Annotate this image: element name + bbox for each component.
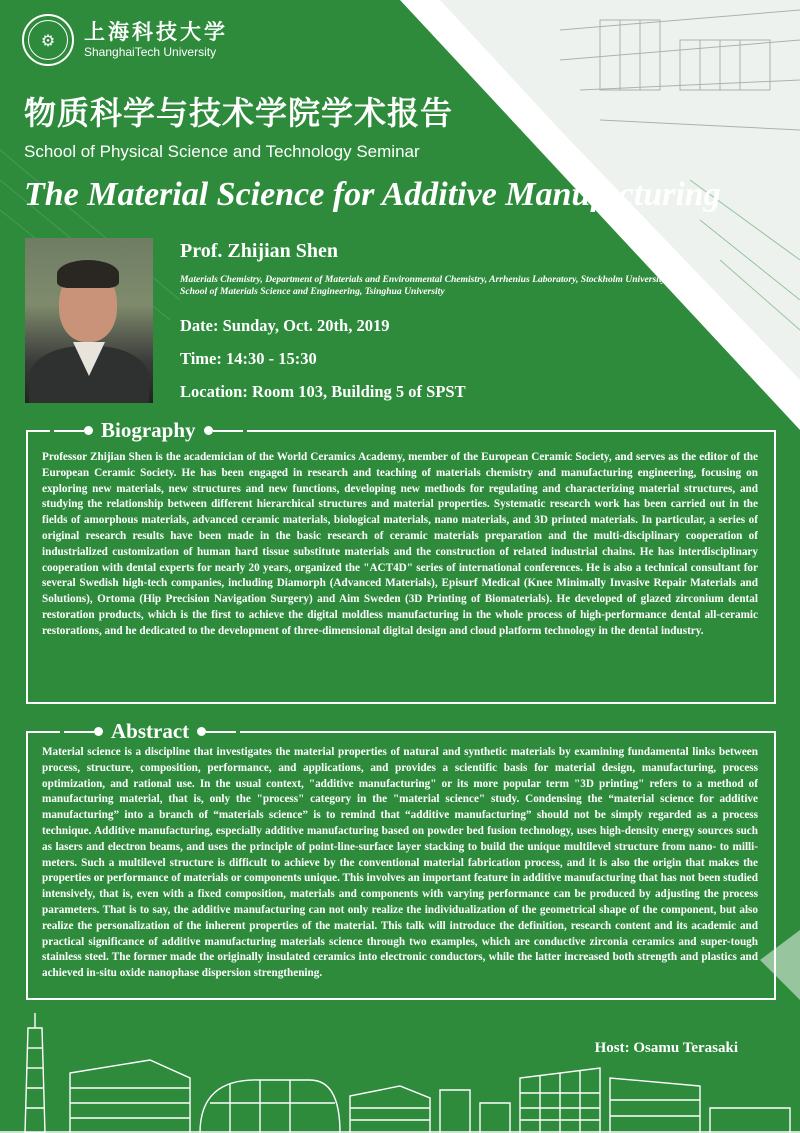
talk-title: The Material Science for Additive Manufacturing — [24, 176, 721, 213]
biography-heading-text: Biography — [101, 418, 196, 442]
seal-emblem-icon: ⚙ — [28, 20, 68, 60]
biography-heading — [50, 418, 247, 443]
university-seal — [22, 14, 74, 66]
university-name-cn: 上海科技大学 — [84, 20, 228, 44]
speaker-affiliation: Materials Chemistry, Department of Materials and Environmental Chemistry, Arrhenius Laboratory, Stockholm University — [180, 274, 666, 285]
host-name: Host: Osamu Terasaki — [594, 1040, 738, 1056]
talk-location: Location: Room 103, Building 5 of SPST — [180, 382, 466, 401]
abstract-heading — [60, 719, 240, 744]
university-name-en: ShanghaiTech University — [84, 45, 217, 59]
speaker-affiliation: School of Materials Science and Engineering, Tsinghua University — [180, 286, 445, 297]
talk-date: Date: Sunday, Oct. 20th, 2019 — [180, 316, 390, 335]
speaker-photo — [25, 238, 153, 403]
university-logo — [22, 14, 228, 66]
biography-text: Professor Zhijian Shen is the academician of the World Ceramics Academy, member of the European Ceramic Society, and serves as the editor of the European Ceramic Society. He has been engaged in research and teaching of materials chemistry and manufacturing engineering, focusing on exploring new materials, new structures and new functions, developing new methods for regulating and characterizing material structures, and studying the relationship between different hierarchical structures and material properties. Systematic research work has been carried out in the fields of amorphous materials, advanced ceramic materials, biological materials, nano materials, and 3D printed materials. In particular, a series of original research results have been made in the basic research of ceramic materials preparation and the multi-disciplinary cooperation of industrialized customization of human hard tissue substitute materials and the construction of related industrial chains. He has interdisciplinary cooperation with dental experts for nearly 20 years, organized the "ACT4D" series of international conferences. He is also a technical consultant for several Swedish high-tech companies, including Diamorph (Advanced Materials), Episurf Medical (Knee Minimally Invasive Repair Materials and Solutions), Ortoma (Hip Precision Navigation Surgery) and Aim Sweden (3D Printing of Biomaterials). He developed of glazed zirconium dental restoration products, which is the first to achieve the digital moldless manufacturing in the whole process of high-performance dental all-ceramic restorations, and he dedicated to the development of three-dimensional digital design and cloud platform technology in the dental industry. — [42, 451, 758, 637]
talk-time: Time: 14:30 - 15:30 — [180, 349, 317, 368]
abstract-heading-text: Abstract — [111, 719, 190, 743]
campus-skyline-illustration — [0, 1008, 800, 1133]
seminar-title-cn: 物质科学与技术学院学术报告 — [24, 94, 454, 132]
seminar-title-en: School of Physical Science and Technology Seminar — [24, 142, 420, 161]
speaker-name: Prof. Zhijian Shen — [180, 240, 338, 262]
abstract-text: Material science is a discipline that investigates the material properties of natural and synthetic materials by examining fundamental links between process, structure, composition, performance, and applications, and provides a scientific basis for material design, manufacturing, process optimization, and rational use. In the usual context, "additive manufacturing" or its more popular term "3D printing" refers to a method of manufacturing material, that is, only the "process" category in the "material science" study. Condensing the “material science for additive manufacturing” into a branch of “materials science” is to remind that “additive manufacturing” should not be simply regarded as a process technique. Additive manufacturing, especially additive manufacturing based on powder bed fusion technology, uses high-density energy sources such as lasers and electron beams, and uses the principle of point-line-surface layer stacking to build the unique multilevel structure from nano- to milli-meters. Such a multilevel structure is difficult to achieve by the conventional material fabrication process, and it is also the origin that makes the properties or performance of materials or components unique. This involves an important feature in additive manufacturing that has not been studied intensively, that is, even with a fixed composition, materials and components with varying performance can be produced by adjusting the process parameters. That is to say, the additive manufacturing can not only realize the individualization of the geometrical shape of the component, but also realize the personalization of the inherent properties of the material. This talk will introduce the definition, research content and its academic and practical significance of additive manufacturing materials science through two examples, which are conductive zirconia ceramics and super-tough stainless steel. The former made the originally insulated ceramics into electronic conductors, while the latter increased both strength and plastics and achieved in-situ oxide nanophase dispersion strengthening. — [42, 746, 758, 980]
